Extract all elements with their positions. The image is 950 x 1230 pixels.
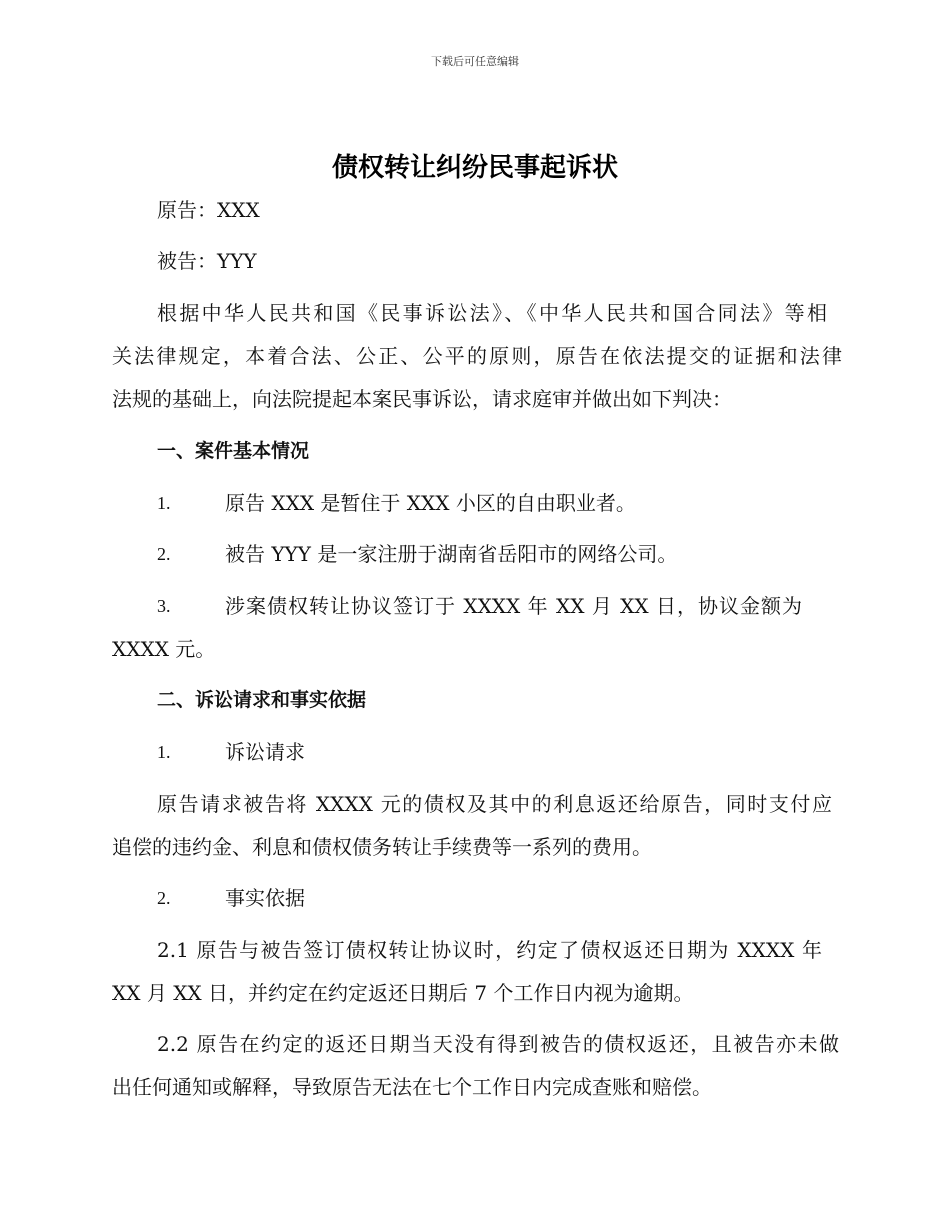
document-title: 债权转让纠纷民事起诉状 (331, 153, 618, 183)
page-header-note: 下载后可任意编辑 (431, 55, 519, 68)
intro-line-3: 法规的基础上，向法院提起本案民事诉讼，请求庭审并做出如下判决： (112, 387, 732, 411)
fact1-line-2: XX 月 XX 日，并约定在约定返还日期后 7 个工作日内视为逾期。 (112, 981, 694, 1005)
section1-item1-text: 原告 XXX 是暂住于 XXX 小区的自由职业者。 (225, 491, 636, 515)
section2-item1-number: 1. (157, 742, 171, 762)
section1-item1-number: 1. (157, 493, 171, 513)
section1-item3-continuation: XXXX 元。 (112, 637, 216, 661)
claim-line-2: 追偿的违约金、利息和债权债务转让手续费等一系列的费用。 (112, 835, 652, 859)
fact2-line-2: 出任何通知或解释，导致原告无法在七个工作日内完成查账和赔偿。 (112, 1075, 712, 1099)
plaintiff-line: 原告：XXX (157, 198, 260, 222)
section2-item2-text: 事实依据 (225, 886, 305, 910)
section2-heading: 二、诉讼请求和事实依据 (157, 689, 367, 711)
fact1-line-1: 2.1 原告与被告签订债权转让协议时，约定了债权返还日期为 XXXX 年 (157, 938, 822, 962)
section2-item2-number: 2. (157, 888, 171, 908)
intro-line-1: 根据中华人民共和国《民事诉讼法》、《中华人民共和国合同法》等相 (157, 301, 827, 325)
section1-item3-text: 涉案债权转让协议签订于 XXXX 年 XX 月 XX 日，协议金额为 (225, 594, 802, 618)
defendant-line: 被告：YYY (157, 249, 257, 273)
section1-item2-number: 2. (157, 544, 171, 564)
section1-item2-text: 被告 YYY 是一家注册于湖南省岳阳市的网络公司。 (225, 542, 678, 566)
section1-heading: 一、案件基本情况 (157, 440, 310, 462)
intro-line-2: 关法律规定，本着合法、公正、公平的原则，原告在依法提交的证据和法律 (112, 344, 842, 368)
section2-item1-text: 诉讼请求 (225, 740, 305, 764)
section1-item3-number: 3. (157, 596, 171, 616)
claim-line-1: 原告请求被告将 XXXX 元的债权及其中的利息返还给原告，同时支付应 (157, 792, 832, 816)
fact2-line-1: 2.2 原告在约定的返还日期当天没有得到被告的债权返还，且被告亦未做 (157, 1032, 839, 1056)
